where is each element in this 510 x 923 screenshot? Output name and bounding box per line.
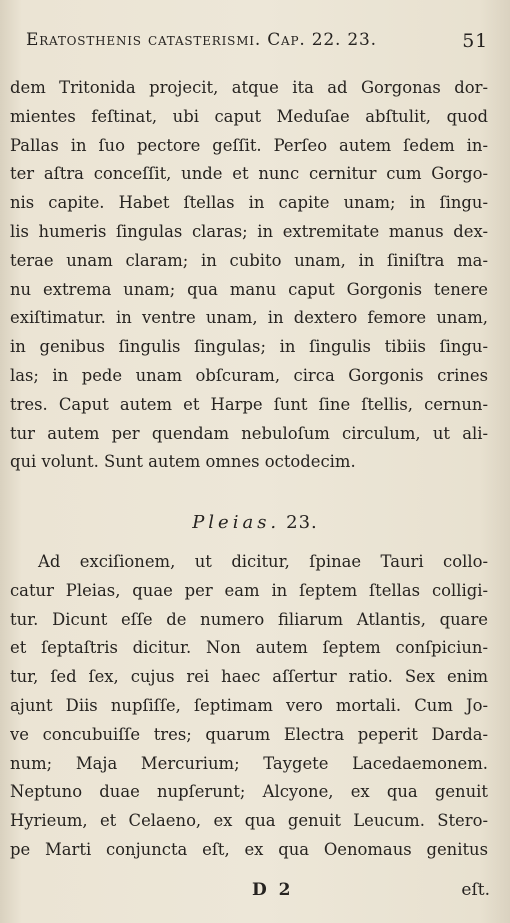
text-line: terae unam claram; in cubito unam, in ſiniſtra ma- [10,250,488,270]
text-line: tur. Dicunt eſſe de numero filiarum Atlantis, quare [10,609,488,629]
text-line: qui volunt. Sunt autem omnes octodecim. [10,452,356,472]
text-line: catur Pleias, quae per eam in ſeptem ſtellas colligi- [10,580,488,600]
text-line: Pallas in ſuo pectore geſſit. Perſeo autem ſedem in- [10,135,488,155]
section-heading [0,512,510,533]
running-header [26,30,488,56]
text-line: mientes feſtinat, ubi caput Meduſae abſtulit, quod [10,106,488,126]
text-line: exiſtimatur. in ventre unam, in dextero femore unam, [10,308,488,328]
text-line: ajunt Diis nupſiſſe, ſeptimam vero mortali. Cum Jo- [10,695,488,715]
text-line: lis humeris ſingulas claras; in extremitate manus dex- [10,221,488,241]
text-line: Ad exciſionem, ut dicitur, ſpinae Tauri collo- [38,552,488,571]
running-title: Eratosthenis catasterismi. Cap. 22. 23. [26,30,377,50]
text-line: las; in pede unam obſcuram, circa Gorgonis crines [10,365,488,385]
paragraph-perseus [10,74,488,477]
page-number: 51 [462,30,488,52]
section-title: Pleias. [192,512,281,533]
text-line: nu extrema unam; qua manu caput Gorgonis tenere [10,279,488,299]
text-line: tur, ſed ſex, cujus rei haec aſſertur ratio. Sex enim [10,667,488,687]
text-line: tur autem per quendam nebuloſum circulum, ut ali- [10,423,488,443]
text-line: ter aſtra conceſſit, unde et nunc cernitur cum Gorgo- [10,164,488,184]
text-line: pe Marti conjuncta eſt, ex qua Oenomaus genitus [10,839,488,859]
section-number: 23. [286,512,318,533]
text-line: et ſeptaſtris dicitur. Non autem ſeptem conſpiciun- [10,638,488,658]
text-line: num; Maja Mercurium; Taygete Lacedaemonem. [10,753,488,773]
catchword: eſt. [461,880,490,900]
text-line: dem Tritonida projecit, atque ita ad Gorgonas dor- [10,78,488,97]
paragraph-pleias [10,548,488,865]
text-line: nis capite. Habet ſtellas in capite unam; in ſingu- [10,193,488,213]
text-line: tres. Caput autem et Harpe ſunt ſine ſtellis, cernun- [10,394,488,414]
text-line: ve concubuiſſe tres; quarum Electra peperit Darda- [10,724,488,744]
text-line: Hyrieum, et Celaeno, ex qua genuit Leucum. Stero- [10,811,488,831]
page-footer [0,880,510,910]
text-line: Neptuno duae nupſerunt; Alcyone, ex qua genuit [10,782,488,802]
text-line: in genibus ſingulis ſingulas; in ſingulis tibiis ſingu- [10,337,488,357]
signature-mark: D 2 [252,880,294,900]
